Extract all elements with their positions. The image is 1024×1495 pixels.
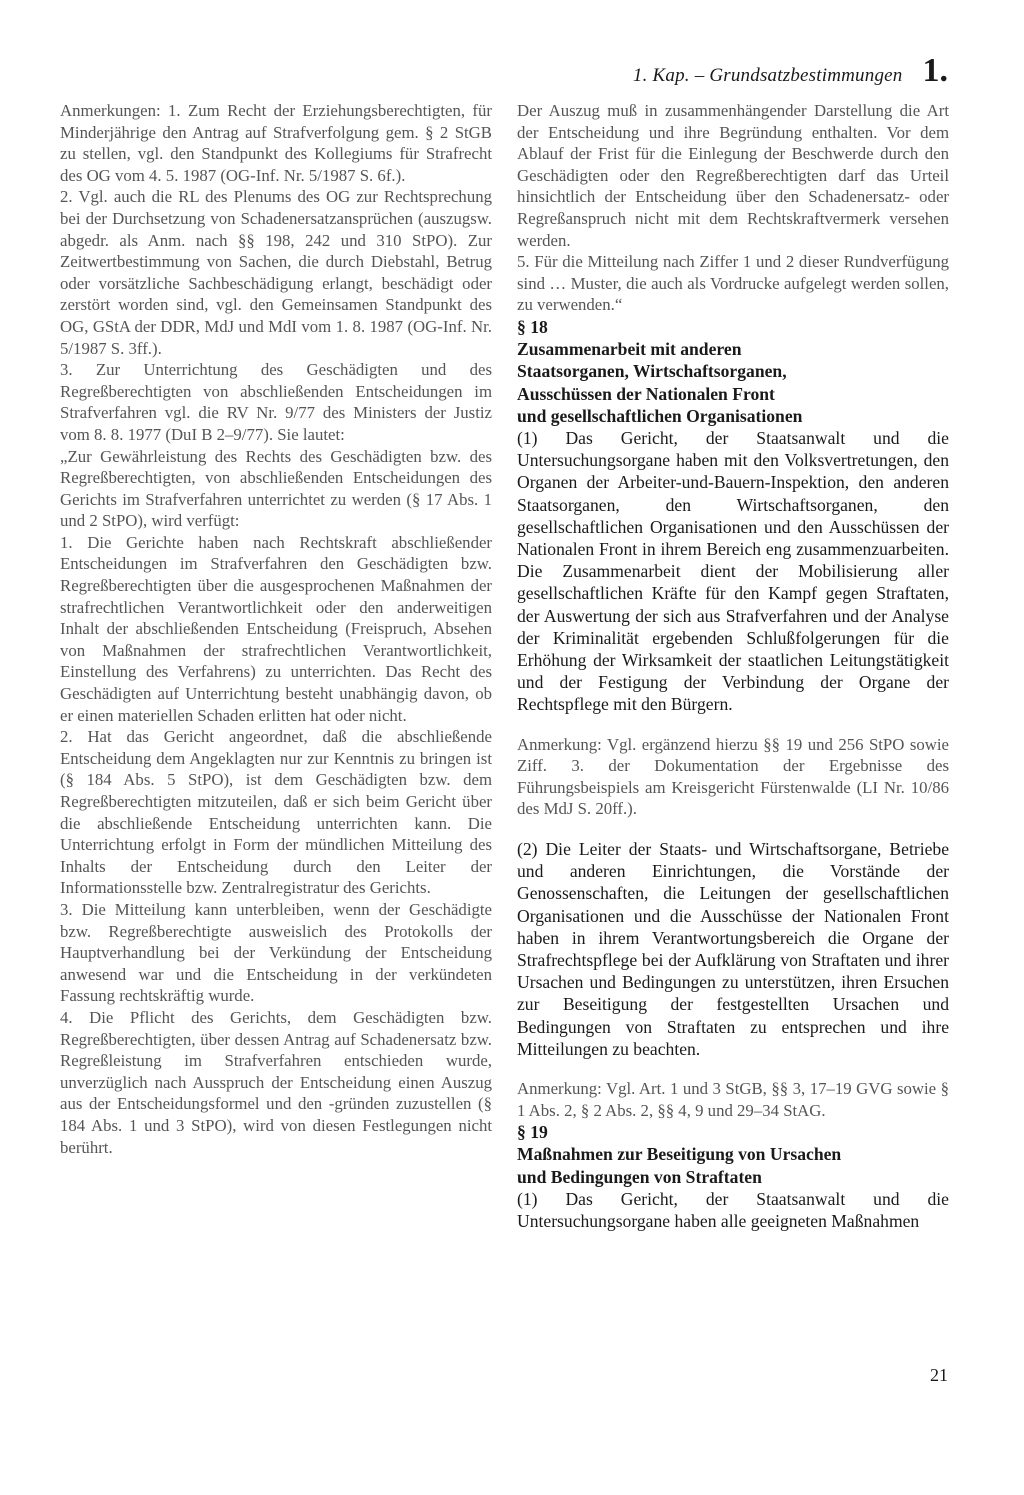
section-18-number: § 18	[517, 316, 548, 337]
running-header	[633, 54, 948, 88]
annotation-paragraph: Anmerkungen: 1. Zum Recht der Erziehungsberechtigten, für Minderjährige den Antrag auf Strafverfolgung gem. § 2 StGB zu stellen, vgl. den Standpunkt des Kollegiums für Strafrecht des OG vom 4. 5. 1987 (OG-Inf. Nr. 5/1987 S. 6f.).	[60, 101, 492, 185]
section-18-title-line: Staatsorganen, Wirtschaftsorganen,	[517, 361, 787, 382]
section-18-annotation-2: Anmerkung: Vgl. Art. 1 und 3 StGB, §§ 3, 17–19 GVG sowie § 1 Abs. 2, § 2 Abs. 2, §§ 4, 9 und 29–34 StAG.	[517, 1079, 949, 1120]
annotation-paragraph: „Zur Gewährleistung des Rechts des Geschädigten bzw. des Regreßberechtigten, von abschließenden Entscheidungen des Gerichts im Strafverfahren unterrichtet zu werden (§ 17 Abs. 1 und 2 StPO), wird verfügt:	[60, 446, 492, 531]
running-head-title: 1. Kap. – Grundsatzbestimmungen	[632, 65, 903, 86]
section-18-title-line: und gesellschaftlichen Organisationen	[517, 405, 803, 426]
section-19-title-line: und Bedingungen von Straftaten	[517, 1166, 762, 1187]
page-number: 21	[930, 1365, 948, 1385]
annotation-paragraph: 2. Hat das Gericht angeordnet, daß die abschließende Entscheidung dem Angeklagten nur zur Kenntnis zu bringen ist (§ 184 Abs. 5 StPO), ist dem Geschädigten bzw. dem Regreßberechtigten mitzuteilen, daß er sich beim Gericht über die abschließende Entscheidung unterrichten kann. Die Unterrichtung erfolgt in Form der mündlichen Mitteilung des Inhalts der Entscheidung durch den Leiter der Informationsstelle bzw. Zentralregistratur des Gerichts.	[60, 727, 492, 898]
section-18-title-line: Ausschüssen der Nationalen Front	[517, 383, 775, 404]
section-18-title-line: Zusammenarbeit mit anderen	[517, 339, 742, 360]
section-19-paragraph-1: (1) Das Gericht, der Staatsanwalt und die Untersuchungsorgane haben alle geeigneten Maßnahmen	[517, 1188, 949, 1231]
annotation-paragraph: 4. Die Pflicht des Gerichts, dem Geschädigten bzw. Regreßberechtigten, über dessen Antrag auf Schadenersatz bzw. Regreßleistung im Strafverfahren entschieden wurde, unverzüglich nach Ausspruch der Entscheidung einen Auszug aus der Entscheidungsformel und den -gründen zuzustellen (§ 184 Abs. 1 und 3 StPO), wird von diesen Festlegungen nicht berührt.	[60, 1007, 492, 1157]
annotation-paragraph: 3. Die Mitteilung kann unterbleiben, wenn der Geschädigte bzw. Regreßberechtigte ausweislich des Protokolls der Hauptverhandlung bei der Verkündung der Entscheidung anwesend war und die Entscheidung in der verkündeten Fassung rechtskräftig wurde.	[60, 899, 492, 1006]
spacer	[517, 820, 949, 838]
chapter-number: 1.	[922, 52, 948, 89]
spacer	[517, 716, 949, 734]
annotation-paragraph: 3. Zur Unterrichtung des Geschädigten und des Regreßberechtigten von abschließenden Entscheidungen im Strafverfahren vgl. die RV Nr. 9/77 des Ministers der Justiz vom 8. 8. 1977 (DuI B 2–9/77). Sie lautet:	[60, 360, 492, 444]
annotation-paragraph: 2. Vgl. auch die RL des Plenums des OG zur Rechtsprechung bei der Durchsetzung von Schadenersatzansprüchen (auszugsw. abgedr. als Anm. nach §§ 198, 242 und 310 StPO). Zur Zeitwertbestimmung von Sachen, die durch Diebstahl, Betrug oder vorsätzliche Sachbeschädigung erlangt, beschädigt oder zerstört worden sind, vgl. den Gemeinsamen Standpunkt des OG, GStA der DDR, MdJ und MdI vom 1. 8. 1987 (OG-Inf. Nr. 5/1987 S. 3ff.).	[60, 187, 492, 358]
section-18-paragraph-1: (1) Das Gericht, der Staatsanwalt und die Untersuchungsorgane haben mit den Volksvertretungen, den Organen der Arbeiter-und-Bauern-Inspektion, den anderen Staatsorganen, den Wirtschaftsorganen, den gesellschaftlichen Organisationen und den Ausschüssen der Nationalen Front in ihrem Bereich eng zusammenzuarbeiten. Die Zusammenarbeit dient der Mobilisierung aller gesellschaftlichen Kräfte für den Kampf gegen Straftaten, der Auswertung der sich aus Strafverfahren und der Analyse der Kriminalität ergebenden Schlußfolgerungen für die Erhöhung der Wirksamkeit der staatlichen Leitungstätigkeit und der Festigung der Verbindung der Organe der Rechtspflege mit den Bürgern.	[517, 427, 949, 715]
section-19-number: § 19	[517, 1122, 548, 1143]
annotation-paragraph: 1. Die Gerichte haben nach Rechtskraft abschließender Entscheidungen im Strafverfahren den Geschädigten bzw. Regreßberechtigten über die ausgesprochenen Maßnahmen der strafrechtlichen Verantwortlichkeit oder den anderweitigen Inhalt der abschließenden Entscheidung (Freispruch, Absehen von Maßnahmen der strafrechtlichen Verantwortlichkeit, Einstellung des Verfahrens) zu unterrichten. Das Recht des Geschädigten auf Unterrichtung besteht unabhängig davon, ob er einen materiellen Schaden erlitten hat oder nicht.	[60, 532, 492, 725]
section-18-paragraph-2: (2) Die Leiter der Staats- und Wirtschaftsorgane, Betriebe und anderen Einrichtungen, die Vorstände der Genossenschaften, die Leitungen der gesellschaftlichen Organisationen und die Ausschüsse der Nationalen Front haben in ihrem Verantwortungsbereich die Organe der Strafrechtspflege bei der Aufklärung von Straftaten und ihrer Ursachen und Bedingungen zu unterstützen, ihren Ersuchen zur Beseitigung der festgestellten Ursachen und Bedingungen von Straftaten zu entsprechen und ihre Mitteilungen zu beachten.	[517, 838, 949, 1059]
continuation-paragraph: 5. Für die Mitteilung nach Ziffer 1 und 2 dieser Rundverfügung sind … Muster, die auch als Vordrucke aufgelegt werden sollen, zu verwenden.“	[517, 252, 949, 315]
spacer	[517, 1060, 949, 1078]
continuation-paragraph: Der Auszug muß in zusammenhängender Darstellung die Art der Entscheidung und ihre Begründung enthalten. Vor dem Ablauf der Frist für die Einlegung der Beschwerde durch den Geschädigten oder den Regreßberechtigten darf das Urteil hinsichtlich der Entscheidung über den Schadenersatz- oder Regreßanspruch nicht mit dem Rechtskraftvermerk versehen werden.	[517, 101, 949, 250]
right-column	[517, 100, 949, 1232]
left-column	[60, 100, 492, 1158]
section-19-title-line: Maßnahmen zur Beseitigung von Ursachen	[517, 1144, 842, 1165]
section-18-annotation-1: Anmerkung: Vgl. ergänzend hierzu §§ 19 und 256 StPO sowie Ziff. 3. der Dokumentation der Ergebnisse des Führungsbeispiels am Kreisgericht Fürstenwalde (LI Nr. 10/86 des MdJ S. 20ff.).	[517, 734, 949, 819]
